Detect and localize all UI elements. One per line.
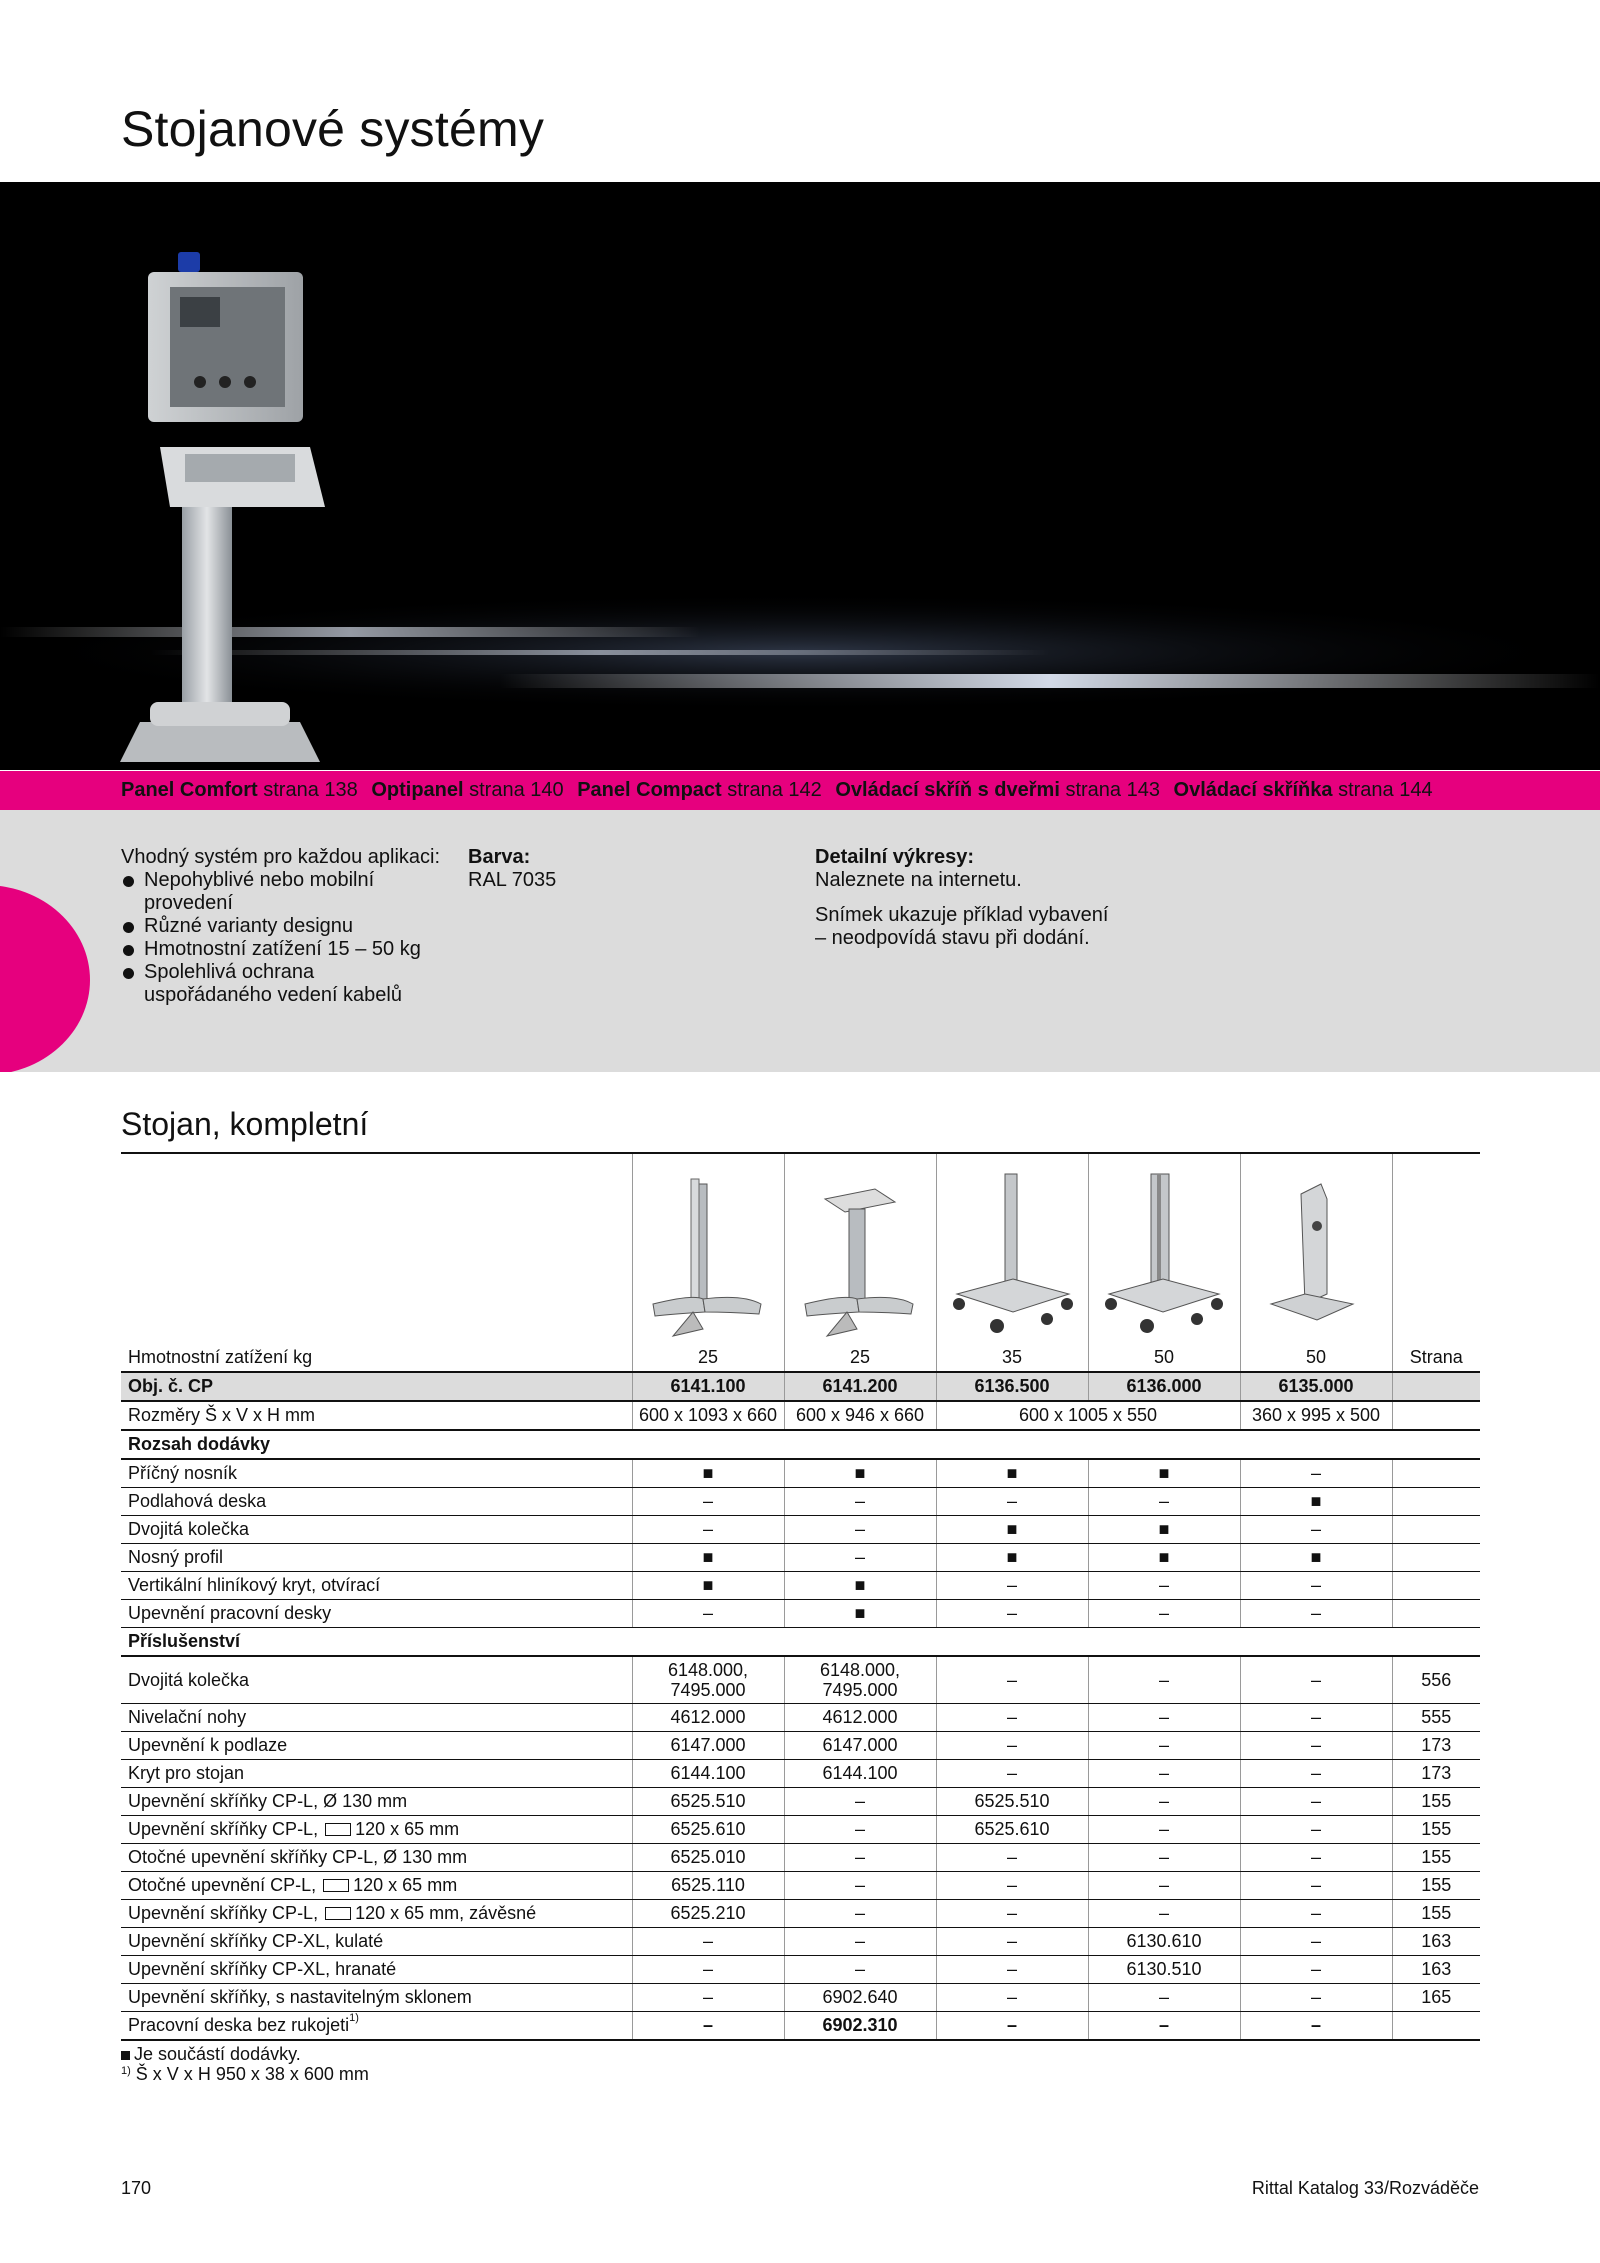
cell: – (1240, 1928, 1392, 1956)
features-column (121, 846, 441, 1007)
cell: – (632, 2012, 784, 2041)
cell: – (1240, 1900, 1392, 1928)
cell: – (1088, 1900, 1240, 1928)
table-row (121, 1928, 1480, 1956)
cell: ■ (1088, 1516, 1240, 1544)
page-cell: 556 (1392, 1656, 1480, 1704)
label-part: Upevnění skříňky CP-L, (128, 1819, 319, 1839)
section-row (121, 1628, 1480, 1657)
footnote-mark: 1) (121, 2065, 131, 2077)
table-row (121, 2012, 1480, 2041)
cell (1392, 1372, 1480, 1401)
page-cell: 163 (1392, 1956, 1480, 1984)
cell: ■ (936, 1544, 1088, 1572)
page-cell: 163 (1392, 1928, 1480, 1956)
row-label: Obj. č. CP (121, 1372, 632, 1401)
cell: – (1088, 1872, 1240, 1900)
page-title: Stojanové systémy (121, 101, 545, 157)
label-part: 120 x 65 mm, závěsné (355, 1903, 537, 1923)
footnote-mark: 1) (349, 2012, 359, 2024)
catalog-name: Rittal Katalog 33/Rozváděče (1251, 2178, 1479, 2198)
table-row (121, 1760, 1480, 1788)
cell: 6525.610 (936, 1816, 1088, 1844)
feature-item: Hmotnostní zatížení 15 – 50 kg (121, 938, 441, 961)
cell: – (1240, 1984, 1392, 2012)
table-row (121, 1816, 1480, 1844)
cell: ■ (632, 1544, 784, 1572)
cell: 6902.310 (784, 2012, 936, 2041)
feature-item: Spolehlivá ochrana uspořádaného vedení kabelů (121, 961, 441, 1007)
cell: – (784, 1516, 936, 1544)
cell: – (1088, 1844, 1240, 1872)
page-cell: 173 (1392, 1760, 1480, 1788)
cell: ■ (1240, 1488, 1392, 1516)
cell: 35 (936, 1344, 1088, 1372)
nav-page: strana 138 (263, 779, 358, 801)
row-label: Upevnění skříňky, s nastavitelným sklonem (121, 1984, 632, 2012)
table-row (121, 1600, 1480, 1628)
table-row (121, 1900, 1480, 1928)
cell: – (632, 1984, 784, 2012)
cell: – (936, 2012, 1088, 2041)
cell: – (1088, 1984, 1240, 2012)
cell: – (936, 1928, 1088, 1956)
cell (1392, 1544, 1480, 1572)
cell: 50 (1088, 1344, 1240, 1372)
cell: – (784, 1900, 936, 1928)
label-part: Otočné upevnění CP-L, (128, 1875, 317, 1895)
table-row (121, 1872, 1480, 1900)
cell: – (1240, 1956, 1392, 1984)
features-list (121, 869, 441, 1007)
cell: – (784, 1788, 936, 1816)
cell-line: 7495.000 (670, 1680, 746, 1700)
page-header: Strana (1392, 1344, 1480, 1372)
cell: – (1088, 2012, 1240, 2041)
cell: – (1240, 1704, 1392, 1732)
cell: – (1088, 1732, 1240, 1760)
dims-row (121, 1401, 1480, 1430)
cell: 6130.610 (1088, 1928, 1240, 1956)
cell: – (632, 1956, 784, 1984)
cell: – (1240, 1516, 1392, 1544)
cell: – (632, 1488, 784, 1516)
cell (1392, 1401, 1480, 1430)
row-label: Vertikální hliníkový kryt, otvírací (121, 1572, 632, 1600)
scope-title: Rozsah dodávky (121, 1430, 1480, 1459)
cell: ■ (784, 1459, 936, 1488)
cell: – (784, 1956, 936, 1984)
page-cell: 173 (1392, 1732, 1480, 1760)
table-row (121, 1344, 1480, 1372)
row-label: Nosný profil (121, 1544, 632, 1572)
row-label: Otočné upevnění skříňky CP-L, Ø 130 mm (121, 1844, 632, 1872)
cell (1392, 1572, 1480, 1600)
cell: – (1240, 2012, 1392, 2041)
cell: 6147.000 (632, 1732, 784, 1760)
cell-line: 7495.000 (822, 1680, 898, 1700)
order-number: 6136.000 (1088, 1372, 1240, 1401)
cell (1392, 1488, 1480, 1516)
nav-page: strana 142 (727, 779, 822, 801)
stand-6136000-image (1088, 1154, 1241, 1344)
order-number: 6141.200 (784, 1372, 936, 1401)
cell: ■ (936, 1516, 1088, 1544)
row-label: Nivelační nohy (121, 1704, 632, 1732)
nav-page: strana 144 (1338, 779, 1433, 801)
product-images-row (121, 1154, 1480, 1344)
rectangle-icon (325, 1823, 351, 1836)
section-row (121, 1430, 1480, 1459)
color-label: Barva: (468, 846, 531, 868)
accessories-title: Příslušenství (121, 1628, 1480, 1657)
row-label: Podlahová deska (121, 1488, 632, 1516)
cell: – (936, 1656, 1088, 1704)
cell: 6144.100 (784, 1760, 936, 1788)
cell: 6902.640 (784, 1984, 936, 2012)
cell: – (936, 1704, 1088, 1732)
cell: ■ (1240, 1544, 1392, 1572)
stand-6136500-image (936, 1154, 1089, 1344)
row-label: Příčný nosník (121, 1459, 632, 1488)
page-cell: 155 (1392, 1900, 1480, 1928)
cell: – (784, 1488, 936, 1516)
cell: 4612.000 (632, 1704, 784, 1732)
cell: ■ (936, 1459, 1088, 1488)
page-cell (1392, 2012, 1480, 2041)
cell: 600 x 1005 x 550 (936, 1401, 1240, 1430)
row-label (121, 1816, 632, 1844)
cell: – (784, 1872, 936, 1900)
rectangle-icon (323, 1879, 349, 1892)
accent-circle (0, 885, 90, 1072)
cell: – (1240, 1600, 1392, 1628)
drawings-value: Naleznete na internetu. (815, 869, 1022, 891)
cell: 600 x 946 x 660 (784, 1401, 936, 1430)
table-row (121, 1459, 1480, 1488)
row-label: Hmotnostní zatížení kg (121, 1344, 632, 1372)
cell: – (1240, 1760, 1392, 1788)
rectangle-icon (325, 1907, 351, 1920)
order-row (121, 1372, 1480, 1401)
stand-6141100-image (632, 1154, 785, 1344)
cell: – (784, 1816, 936, 1844)
cell: – (936, 1732, 1088, 1760)
cell: – (632, 1600, 784, 1628)
section-title: Stojan, kompletní (121, 1106, 369, 1142)
label-part: Pracovní deska bez rukojeti (128, 2015, 350, 2035)
cell-line: 6148.000, (819, 1660, 901, 1680)
row-label: Upevnění k podlaze (121, 1732, 632, 1760)
nav-optipanel[interactable]: Optipanel (371, 779, 464, 801)
cell: ■ (1088, 1459, 1240, 1488)
order-number: 6136.500 (936, 1372, 1088, 1401)
color-column (468, 846, 768, 892)
cell (632, 1656, 784, 1704)
page-column-blank (1392, 1154, 1481, 1344)
feature-item: Nepohyblivé nebo mobilní provedení (121, 869, 441, 915)
cell: – (936, 1872, 1088, 1900)
cell (1392, 1516, 1480, 1544)
feature-item: Různé varianty designu (121, 915, 441, 938)
cell: – (1088, 1760, 1240, 1788)
nav-page: strana 140 (469, 779, 564, 801)
cell: – (936, 1760, 1088, 1788)
stand-6135000-image (1240, 1154, 1393, 1344)
table-row (121, 1516, 1480, 1544)
cell: 360 x 995 x 500 (1240, 1401, 1392, 1430)
cell: – (1088, 1600, 1240, 1628)
row-label (121, 1872, 632, 1900)
nav-ovladaci-skrin[interactable]: Ovládací skříň s dveřmi (835, 779, 1060, 801)
order-number: 6141.100 (632, 1372, 784, 1401)
cell: 6130.510 (1088, 1956, 1240, 1984)
order-number: 6135.000 (1240, 1372, 1392, 1401)
cell-line: 6148.000, (667, 1660, 749, 1680)
cell: – (1088, 1572, 1240, 1600)
cell: – (936, 1844, 1088, 1872)
table-row (121, 1844, 1480, 1872)
nav-ovladaci-skrinka[interactable]: Ovládací skříňka (1173, 779, 1333, 801)
cell (1392, 1600, 1480, 1628)
table-row (121, 1544, 1480, 1572)
cell: – (1088, 1704, 1240, 1732)
row-label: Kryt pro stojan (121, 1760, 632, 1788)
footnote-1: Je součástí dodávky. (134, 2044, 301, 2064)
label-part: Upevnění skříňky CP-L, (128, 1903, 319, 1923)
cell: – (936, 1488, 1088, 1516)
cell: ■ (784, 1600, 936, 1628)
nav-page: strana 143 (1065, 779, 1160, 801)
cell: – (1240, 1459, 1392, 1488)
cell: 4612.000 (784, 1704, 936, 1732)
features-intro: Vhodný systém pro každou aplikaci: (121, 846, 441, 868)
cell: – (1240, 1572, 1392, 1600)
spec-table (121, 1344, 1480, 2041)
cell: – (632, 1928, 784, 1956)
cell: 600 x 1093 x 660 (632, 1401, 784, 1430)
cell: 6525.110 (632, 1872, 784, 1900)
stand-6141200-image (784, 1154, 937, 1344)
cell: 6525.610 (632, 1816, 784, 1844)
row-label: Rozměry Š x V x H mm (121, 1401, 632, 1430)
cell: – (1088, 1788, 1240, 1816)
cell: 6525.510 (632, 1788, 784, 1816)
cell: 6525.010 (632, 1844, 784, 1872)
footnotes (121, 2044, 369, 2084)
cell: – (1088, 1488, 1240, 1516)
cell: – (1240, 1816, 1392, 1844)
color-value: RAL 7035 (468, 869, 557, 891)
page-cell: 155 (1392, 1788, 1480, 1816)
cell: – (936, 1956, 1088, 1984)
cell: – (1240, 1844, 1392, 1872)
cell: – (784, 1544, 936, 1572)
cell: 25 (632, 1344, 784, 1372)
info-box (0, 810, 1600, 1072)
label-part: 120 x 65 mm (353, 1875, 458, 1895)
cell: ■ (1088, 1544, 1240, 1572)
cell: – (632, 1516, 784, 1544)
cell: – (784, 1844, 936, 1872)
table-row (121, 1788, 1480, 1816)
hero-photo (0, 182, 1600, 770)
cell: – (936, 1600, 1088, 1628)
row-label: Upevnění skříňky CP-XL, hranaté (121, 1956, 632, 1984)
label-part: 120 x 65 mm (355, 1819, 460, 1839)
cell: ■ (784, 1572, 936, 1600)
included-square-icon (121, 2051, 130, 2060)
row-label: Upevnění pracovní desky (121, 1600, 632, 1628)
row-label: Dvojitá kolečka (121, 1516, 632, 1544)
cell: – (936, 1572, 1088, 1600)
cell: 6144.100 (632, 1760, 784, 1788)
cell: – (1088, 1656, 1240, 1704)
page-cell: 155 (1392, 1872, 1480, 1900)
table-row (121, 1572, 1480, 1600)
row-label: Upevnění skříňky CP-XL, kulaté (121, 1928, 632, 1956)
nav-panel-comfort[interactable]: Panel Comfort (121, 779, 258, 801)
row-label: Dvojitá kolečka (121, 1656, 632, 1704)
cell: – (936, 1900, 1088, 1928)
page-cell: 155 (1392, 1844, 1480, 1872)
photo-note: Snímek ukazuje příklad vybavení – neodpovídá stavu při dodání. (815, 904, 1109, 949)
row-label (121, 1900, 632, 1928)
row-label: Upevnění skříňky CP-L, Ø 130 mm (121, 1788, 632, 1816)
cell: 6147.000 (784, 1732, 936, 1760)
cell: ■ (632, 1459, 784, 1488)
cell: ■ (632, 1572, 784, 1600)
cell: 50 (1240, 1344, 1392, 1372)
drawings-column (815, 846, 1115, 950)
cell: – (1240, 1872, 1392, 1900)
drawings-label: Detailní výkresy: (815, 846, 974, 868)
table-row (121, 1956, 1480, 1984)
cell: 25 (784, 1344, 936, 1372)
table-row (121, 1984, 1480, 2012)
cell: – (1088, 1816, 1240, 1844)
cell: 6525.510 (936, 1788, 1088, 1816)
page-cell: 165 (1392, 1984, 1480, 2012)
product-nav-bar (0, 771, 1600, 810)
row-label (121, 2012, 632, 2041)
footnote-2: Š x V x H 950 x 38 x 600 mm (135, 2064, 369, 2084)
table-row (121, 1704, 1480, 1732)
page-cell: 555 (1392, 1704, 1480, 1732)
cell: – (784, 1928, 936, 1956)
table-row (121, 1488, 1480, 1516)
cell: 6525.210 (632, 1900, 784, 1928)
cell: – (1240, 1788, 1392, 1816)
cell: – (936, 1984, 1088, 2012)
table-row (121, 1732, 1480, 1760)
page-cell: 155 (1392, 1816, 1480, 1844)
table-row (121, 1656, 1480, 1704)
cell (784, 1656, 936, 1704)
cell: – (1240, 1732, 1392, 1760)
page-number: 170 (121, 2178, 152, 2198)
cell: – (1240, 1656, 1392, 1704)
nav-panel-compact[interactable]: Panel Compact (577, 779, 722, 801)
cell (1392, 1459, 1480, 1488)
